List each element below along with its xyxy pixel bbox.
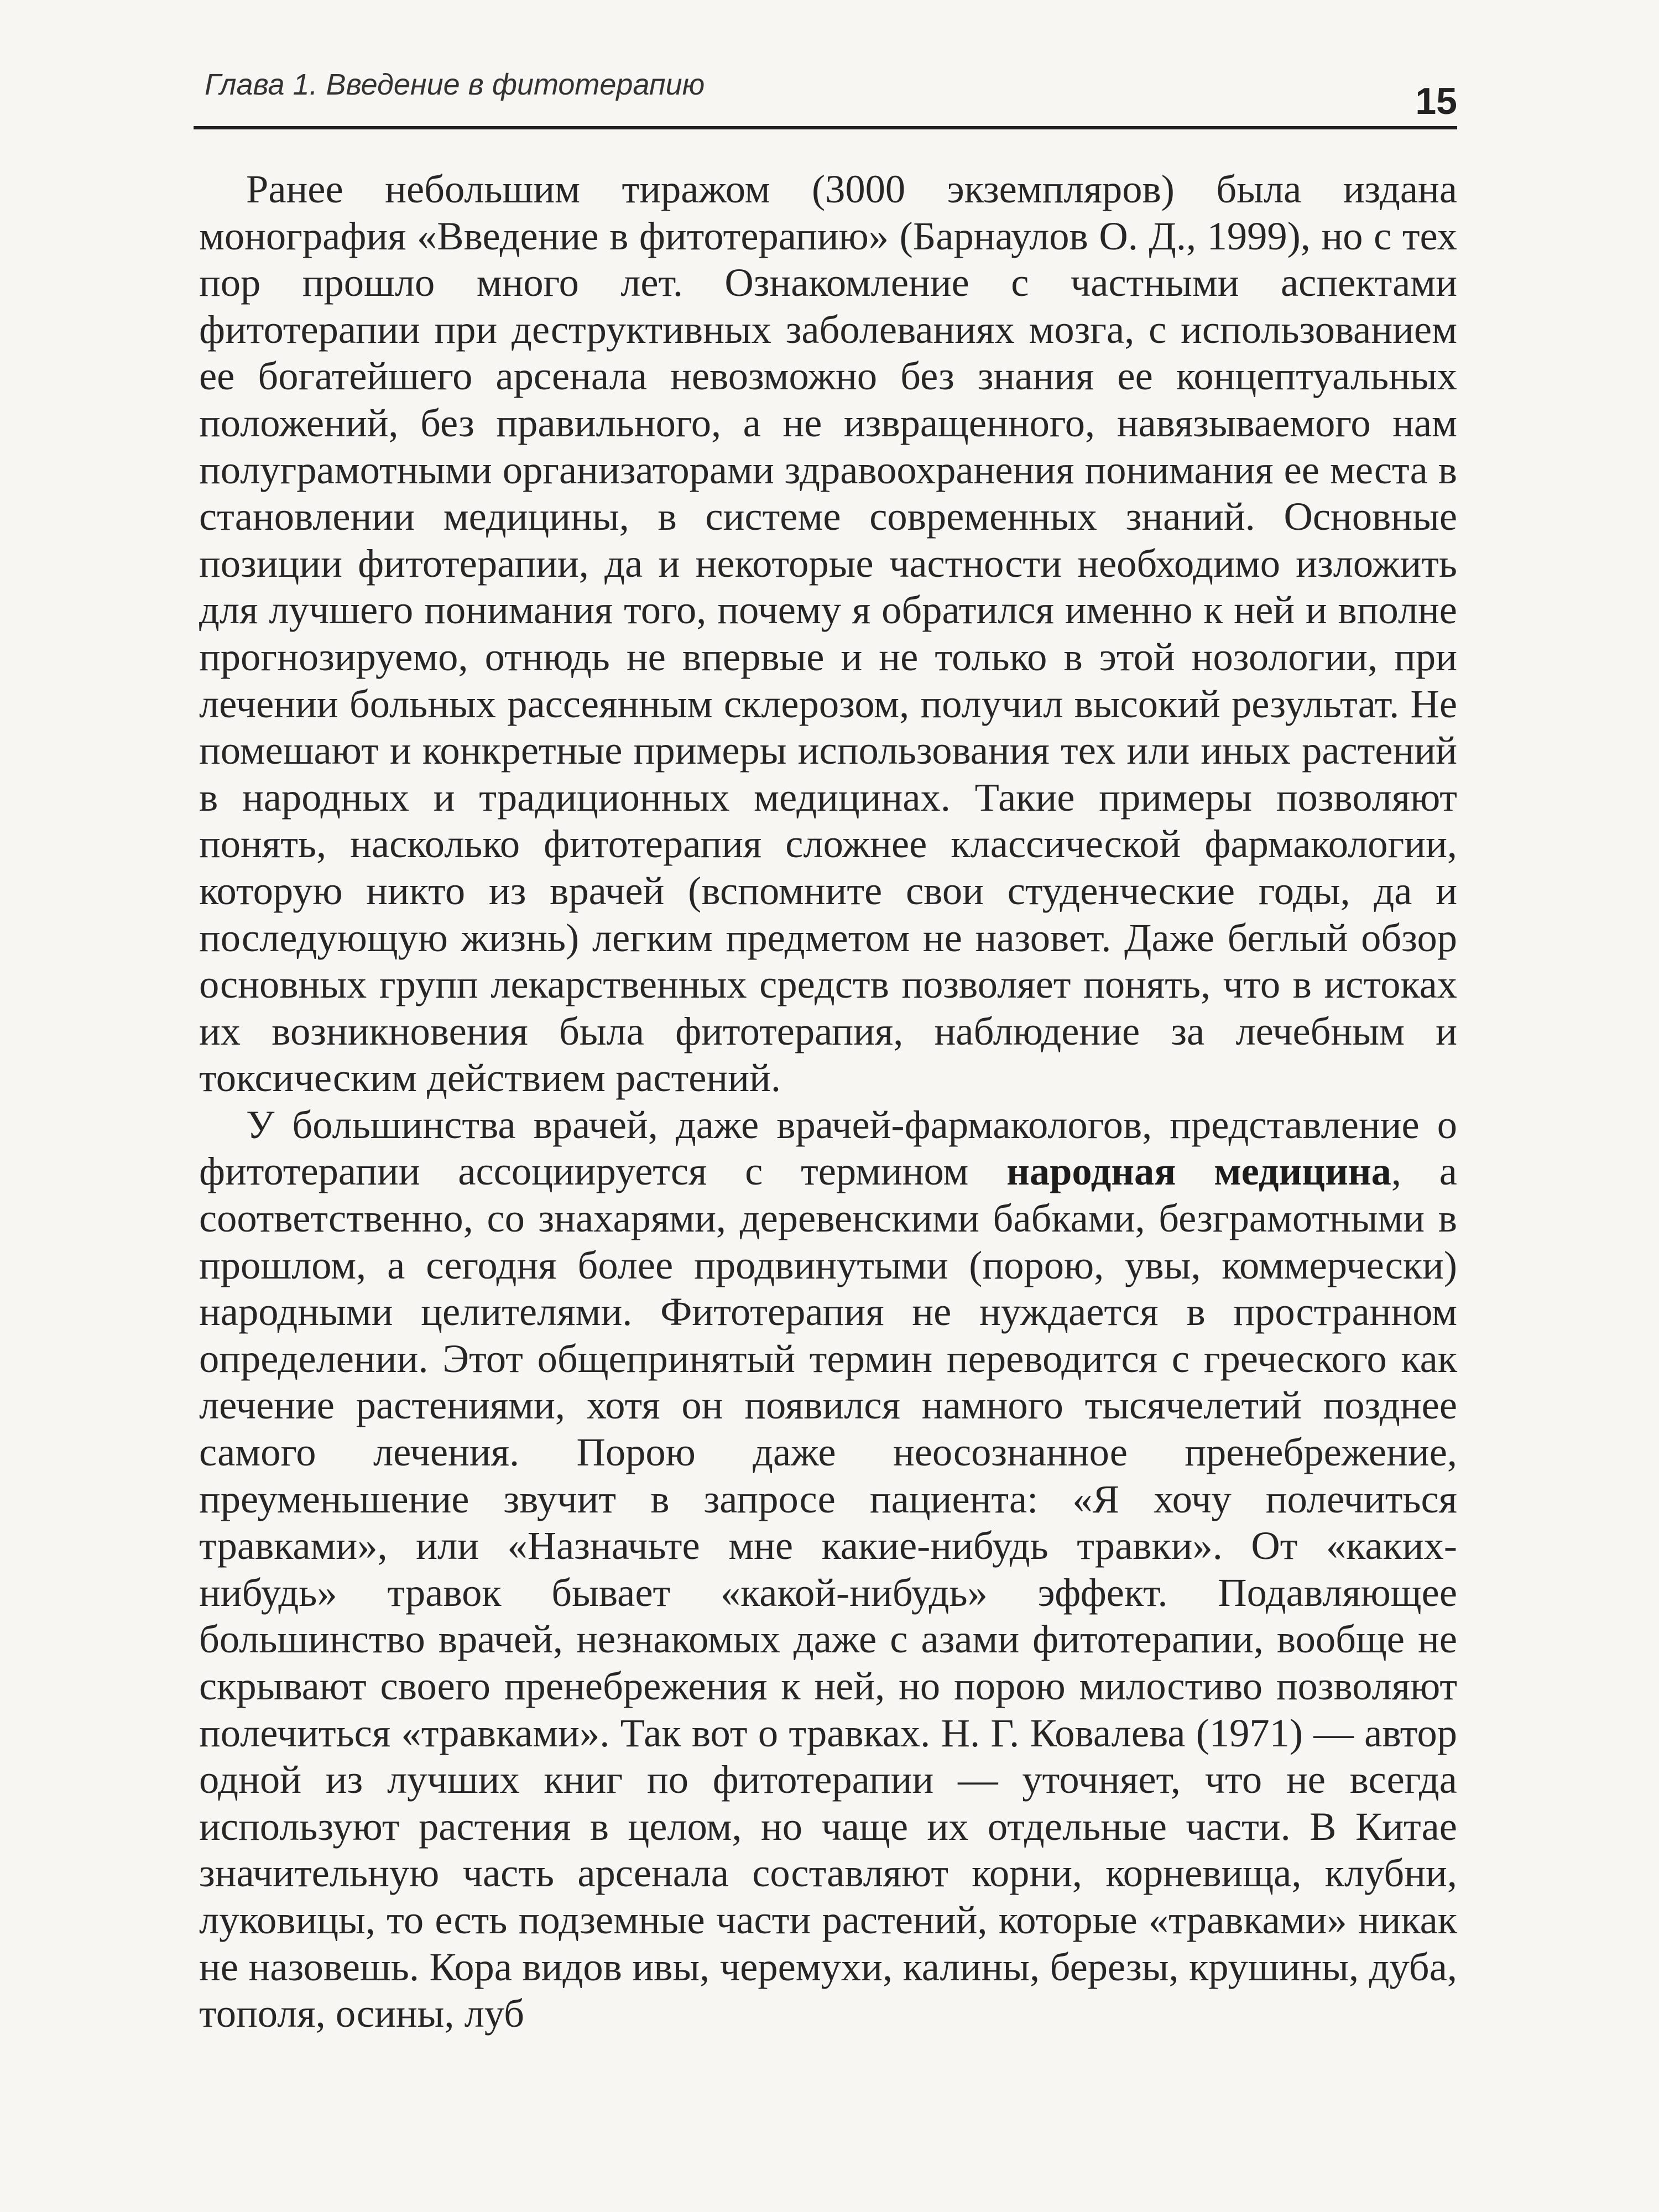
running-header (194, 65, 1457, 129)
bold-term: народная медицина (1006, 1149, 1391, 1194)
paragraph-1-text: Ранее небольшим тиражом (3000 экземпляров) была издана монография «Введение в фитотерапию» (Барнаулов О. Д., 1999), но с тех пор прошло много лет. Ознакомление с частными аспектами фитотерапии при деструктивных заболеваниях мозга, с использованием ее богатейшего арсенала невозможно без знания ее концептуальных положений, без правильного, а не извращенного, навязываемого нам полуграмотными организаторами здравоохранения понимания ее места в становлении медицины, в системе современных знаний. Основные позиции фитотерапии, да и некоторые частности необходимо изложить для лучшего понимания того, почему я обратился именно к ней и вполне прогнозируемо, отнюдь не впервые и не только в этой нозологии, при лечении больных рассеянным склерозом, получил высокий результат. Не помешают и конкретные примеры использования тех или иных растений в народных и традиционных медицинах. Такие примеры позволяют понять, насколько фитотерапия сложнее классической фармакологии, которую никто из врачей (вспомните свои студенческие годы, да и последующую жизнь) легким предметом не назовет. Даже беглый обзор основных групп лекарственных средств позволяет понять, что в истоках их возникновения была фитотерапия, наблюдение за лечебным и токсическим действием растений. (199, 166, 1457, 1100)
page-number: 15 (1415, 80, 1457, 122)
paragraph-2-text-before: У большинства врачей, даже врачей-фармакологов, представление о фитотерапии ассоциируется с термином (199, 1102, 1457, 1194)
paragraph-2-text-after: , а соответственно, со знахарями, деревенскими бабками, безграмотными в прошлом, а сегодня более продвинутыми (порою, увы, коммерчески) народными целителями. Фитотерапия не нуждается в пространном определении. Этот общепринятый термин переводится с греческого как лечение растениями, хотя он появился намного тысячелетий позднее самого лечения. Порою даже неосознанное пренебрежение, преуменьшение звучит в запросе пациента: «Я хочу полечиться травками», или «Назначьте мне какие-нибудь травки». От «каких-нибудь» травок бывает «какой-нибудь» эффект. Подавляющее большинство врачей, незнакомых даже с азами фитотерапии, вообще не скрывают своего пренебрежения к ней, но порою милостиво позволяют полечиться «травками». Так вот о травках. Н. Г. Ковалева (1971) — автор одной из лучших книг по фитотерапии — уточняет, что не всегда используют растения в целом, но чаще их отдельные части. В Китае значительную часть арсенала составляют корни, корневища, клубни, луковицы, то есть подземные части растений, которые «травками» никак не назовешь. Кора видов ивы, черемухи, калины, березы, крушины, дуба, тополя, осины, луб (199, 1149, 1457, 2036)
body-text (199, 166, 1457, 2037)
chapter-title: Глава 1. Введение в фитотерапию (205, 68, 705, 101)
paragraph-2 (199, 1102, 1457, 2037)
paragraph-1 (199, 166, 1457, 1102)
